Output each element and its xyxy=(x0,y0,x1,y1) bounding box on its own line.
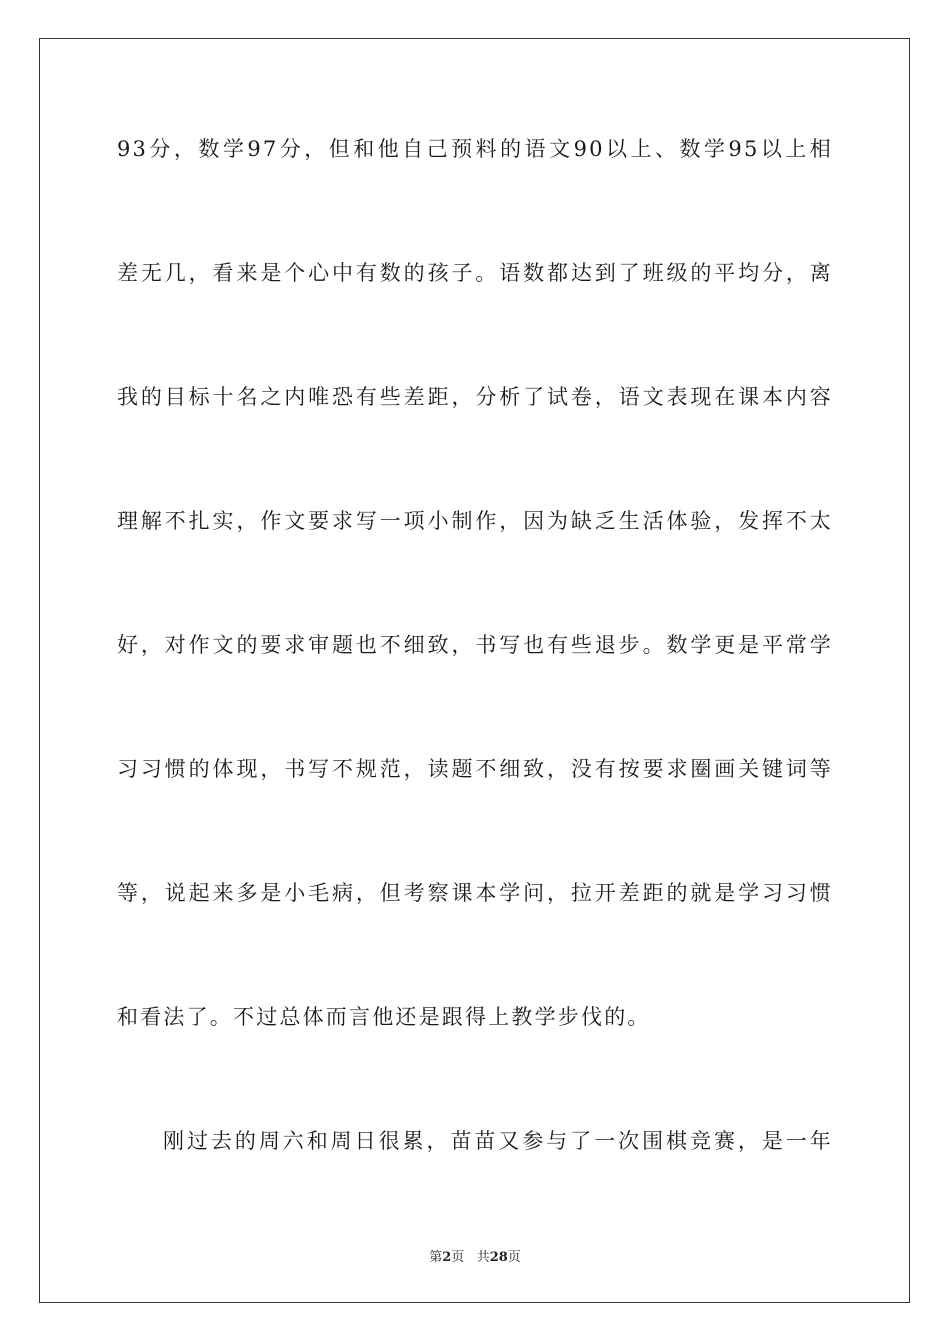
footer-page-unit: 页 xyxy=(451,1250,465,1265)
text-line: 习习惯的体现，书写不规范，读题不细致，没有按要求圈画关键词等 xyxy=(117,757,833,781)
text-line-indented: 刚过去的周六和周日很累，苗苗又参与了一次围棋竞赛，是一年 xyxy=(163,1129,833,1153)
footer-prefix: 第 xyxy=(429,1250,443,1265)
footer-total-unit: 页 xyxy=(507,1250,521,1265)
text-line: 等，说起来多是小毛病，但考察课本学问，拉开差距的就是学习习惯 xyxy=(117,881,833,905)
current-page-number: 2 xyxy=(442,1250,452,1265)
footer-total-prefix: 共 xyxy=(476,1250,490,1265)
text-line: 理解不扎实，作文要求写一项小制作，因为缺乏生活体验，发挥不太 xyxy=(117,509,833,533)
text-line: 好，对作文的要求审题也不细致，书写也有些退步。数学更是平常学 xyxy=(117,633,833,657)
text-line: 和看法了。不过总体而言他还是跟得上教学步伐的。 xyxy=(117,1005,651,1029)
text-line: 我的目标十名之内唯恐有些差距，分析了试卷，语文表现在课本内容 xyxy=(117,385,833,409)
text-line: 93分，数学97分，但和他自己预料的语文90以上、数学95以上相 xyxy=(117,137,833,161)
text-line: 差无几，看来是个心中有数的孩子。语数都达到了班级的平均分，离 xyxy=(117,261,833,285)
body-text xyxy=(117,118,833,1234)
page-footer xyxy=(0,1246,950,1265)
total-pages-number: 28 xyxy=(489,1250,508,1265)
